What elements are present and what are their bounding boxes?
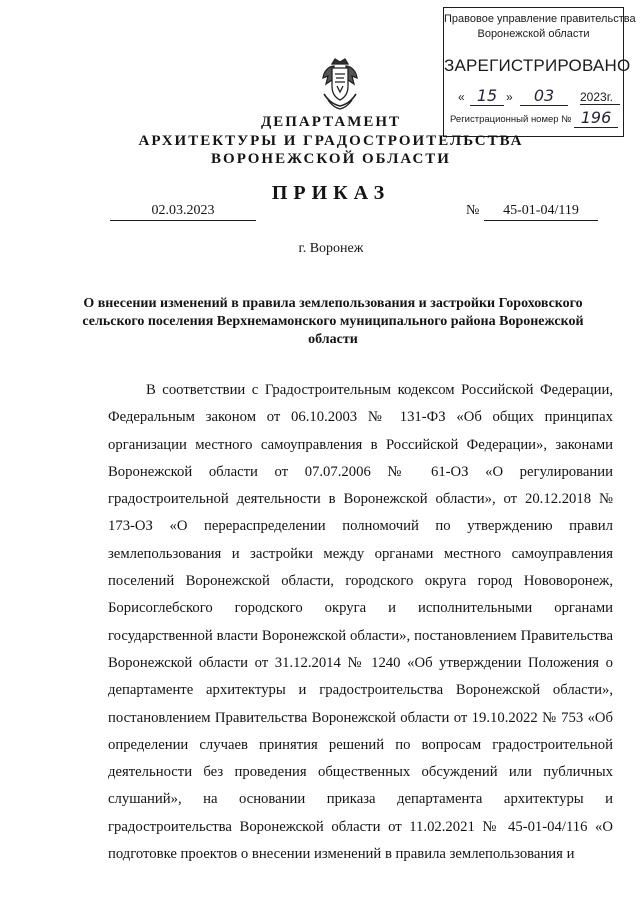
order-body-text: В соответствии с Градостроительным кодексом Российской Федерации, Федеральным законом от 06.10.2003 № 131-ФЗ «Об общих принципах организации местного самоуправления в Российской Федерации», законами Воронежской области от 07.07.2006 № 61-ОЗ «О регулировании градостроительной деятельности в Воронежской области», от 20.12.2018 № 173-ОЗ «О перераспределении полномочий по утверждению правил землепользования и застройки между органами местного самоуправления поселений Воронежской области, городского округа город Нововоронеж, Борисоглебского городского округа и исполнительными органами государственной власти Воронежской области», постановлением Правительства Воронежской области от 31.12.2014 № 1240 «Об утверждении Положения о департаменте архитектуры и градостроительства Воронежской области», постановлением Правительства Воронежской области от 19.10.2022 № 753 «Об определении случаев принятия решений по вопросам градостроительной деятельности без проведения общественных обсуждений или публичных слушаний», на основании приказа департамента архитектуры и градостроительства Воронежской области от 11.02.2021 № 45-01-04/116 «О подготовке проектов о внесении изменений в правила землепользования и	[108, 382, 613, 863]
stamp-reg-label: Регистрационный номер №	[450, 114, 572, 125]
stamp-org-line1: Правовое управление правительства	[444, 13, 636, 25]
department-title-line3: ВОРОНЕЖСКОЙ ОБЛАСТИ	[211, 151, 451, 167]
order-number: 45-01-04/119	[484, 203, 598, 221]
stamp-date	[458, 86, 615, 110]
department-title-line2: АРХИТЕКТУРЫ И ГРАДОСТРОИТЕЛЬСТВА	[138, 133, 524, 149]
order-date: 02.03.2023	[110, 203, 256, 221]
order-subject: О внесении изменений в правила землепользования и застройки Гороховского сельского поселения Верхнемамонского муниципального района Воронежской области	[82, 296, 584, 347]
stamp-org-line2: Воронежской области	[477, 28, 590, 40]
stamp-reg-number: 196	[574, 108, 618, 128]
city: г. Воронеж	[298, 241, 364, 256]
stamp-day: 15	[470, 86, 504, 106]
stamp-quote-open: «	[458, 90, 465, 104]
document-type: ПРИКАЗ	[271, 182, 391, 204]
department-title-line1: ДЕПАРТАМЕНТ	[260, 114, 402, 130]
stamp-month: 03	[520, 86, 568, 106]
stamp-title: ЗАРЕГИСТРИРОВАНО	[444, 56, 631, 75]
voronezh-coat-of-arms-icon	[318, 56, 362, 112]
order-number-label: №	[466, 203, 480, 218]
stamp-quote-close: »	[506, 90, 513, 104]
stamp-year: 2023г.	[580, 90, 620, 105]
